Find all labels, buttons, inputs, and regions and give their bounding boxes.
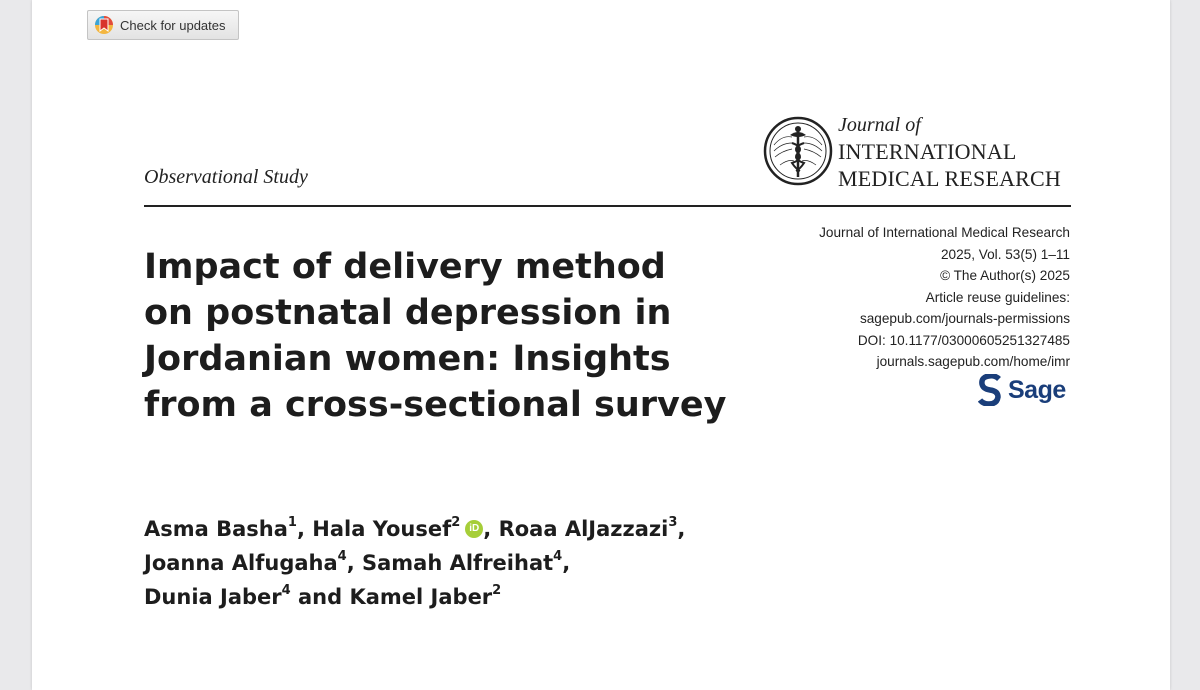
affiliation-marker: 3 [668, 515, 678, 530]
meta-journal-name: Journal of International Medical Research [819, 225, 1070, 240]
author-name: Roaa AlJazzazi [498, 517, 669, 541]
journal-name-line-2: INTERNATIONAL [838, 139, 1017, 164]
author-name: Asma Basha [144, 517, 288, 541]
author-line [144, 580, 824, 614]
meta-volume: 2025, Vol. 53(5) 1–11 [941, 246, 1070, 262]
meta-doi[interactable]: DOI: 10.1177/03000605251327485 [857, 332, 1070, 348]
publication-metadata [819, 222, 1070, 373]
author-name: Kamel Jaber [349, 585, 493, 609]
affiliation-marker: 1 [287, 515, 297, 530]
author-line: Joanna Alfugaha$^4$, Samah Alfreihat$^4$, [144, 549, 571, 575]
sage-logo [978, 373, 1066, 407]
meta-copyright: © The Author(s) 2025 [940, 268, 1070, 283]
sage-s-icon [978, 374, 1003, 406]
check-for-updates-button[interactable] [87, 10, 239, 40]
meta-journal-link[interactable]: journals.sagepub.com/home/imr [876, 354, 1070, 369]
author-name: Hala Yousef [312, 517, 452, 541]
title-line: on postnatal depression in [144, 293, 672, 333]
affiliation-marker: 4 [553, 549, 563, 564]
crossmark-icon [94, 15, 114, 35]
publisher-name: Sage [1008, 375, 1066, 404]
caduceus-emblem-icon [762, 115, 834, 187]
author-line: Asma Basha$^1$, Hala Yousef$^2$ iD , Roaa AlJazzazi$^3$, [144, 515, 686, 541]
orcid-icon[interactable] [465, 520, 483, 538]
meta-permissions-link[interactable]: sagepub.com/journals-permissions [859, 311, 1070, 326]
title-line: Impact of delivery method [144, 247, 666, 287]
affiliation-marker: 2 [492, 583, 502, 598]
author-connector: and [298, 585, 343, 609]
title-line: Jordanian women: Insights [144, 339, 671, 379]
journal-logo [762, 115, 1074, 191]
check-for-updates-label: Check for updates [120, 17, 226, 33]
journal-name-line-3: MEDICAL RESEARCH [838, 166, 1062, 191]
author-name: Joanna Alfugaha [144, 551, 338, 575]
article-title [144, 244, 744, 428]
meta-reuse-label: Article reuse guidelines: [925, 289, 1070, 305]
article-type-label: Observational Study [144, 166, 308, 188]
title-line: from a cross-sectional survey [144, 385, 727, 425]
affiliation-marker: 4 [281, 583, 291, 598]
orcid-label: iD [469, 523, 480, 534]
author-name: Dunia Jaber [144, 585, 282, 609]
header-rule [144, 205, 1071, 207]
journal-name-line-1: Journal of [838, 114, 921, 136]
affiliation-marker: 2 [451, 515, 461, 530]
affiliation-marker: 4 [337, 549, 347, 564]
author-name: Samah Alfreihat [362, 551, 554, 575]
author-list [144, 512, 824, 614]
